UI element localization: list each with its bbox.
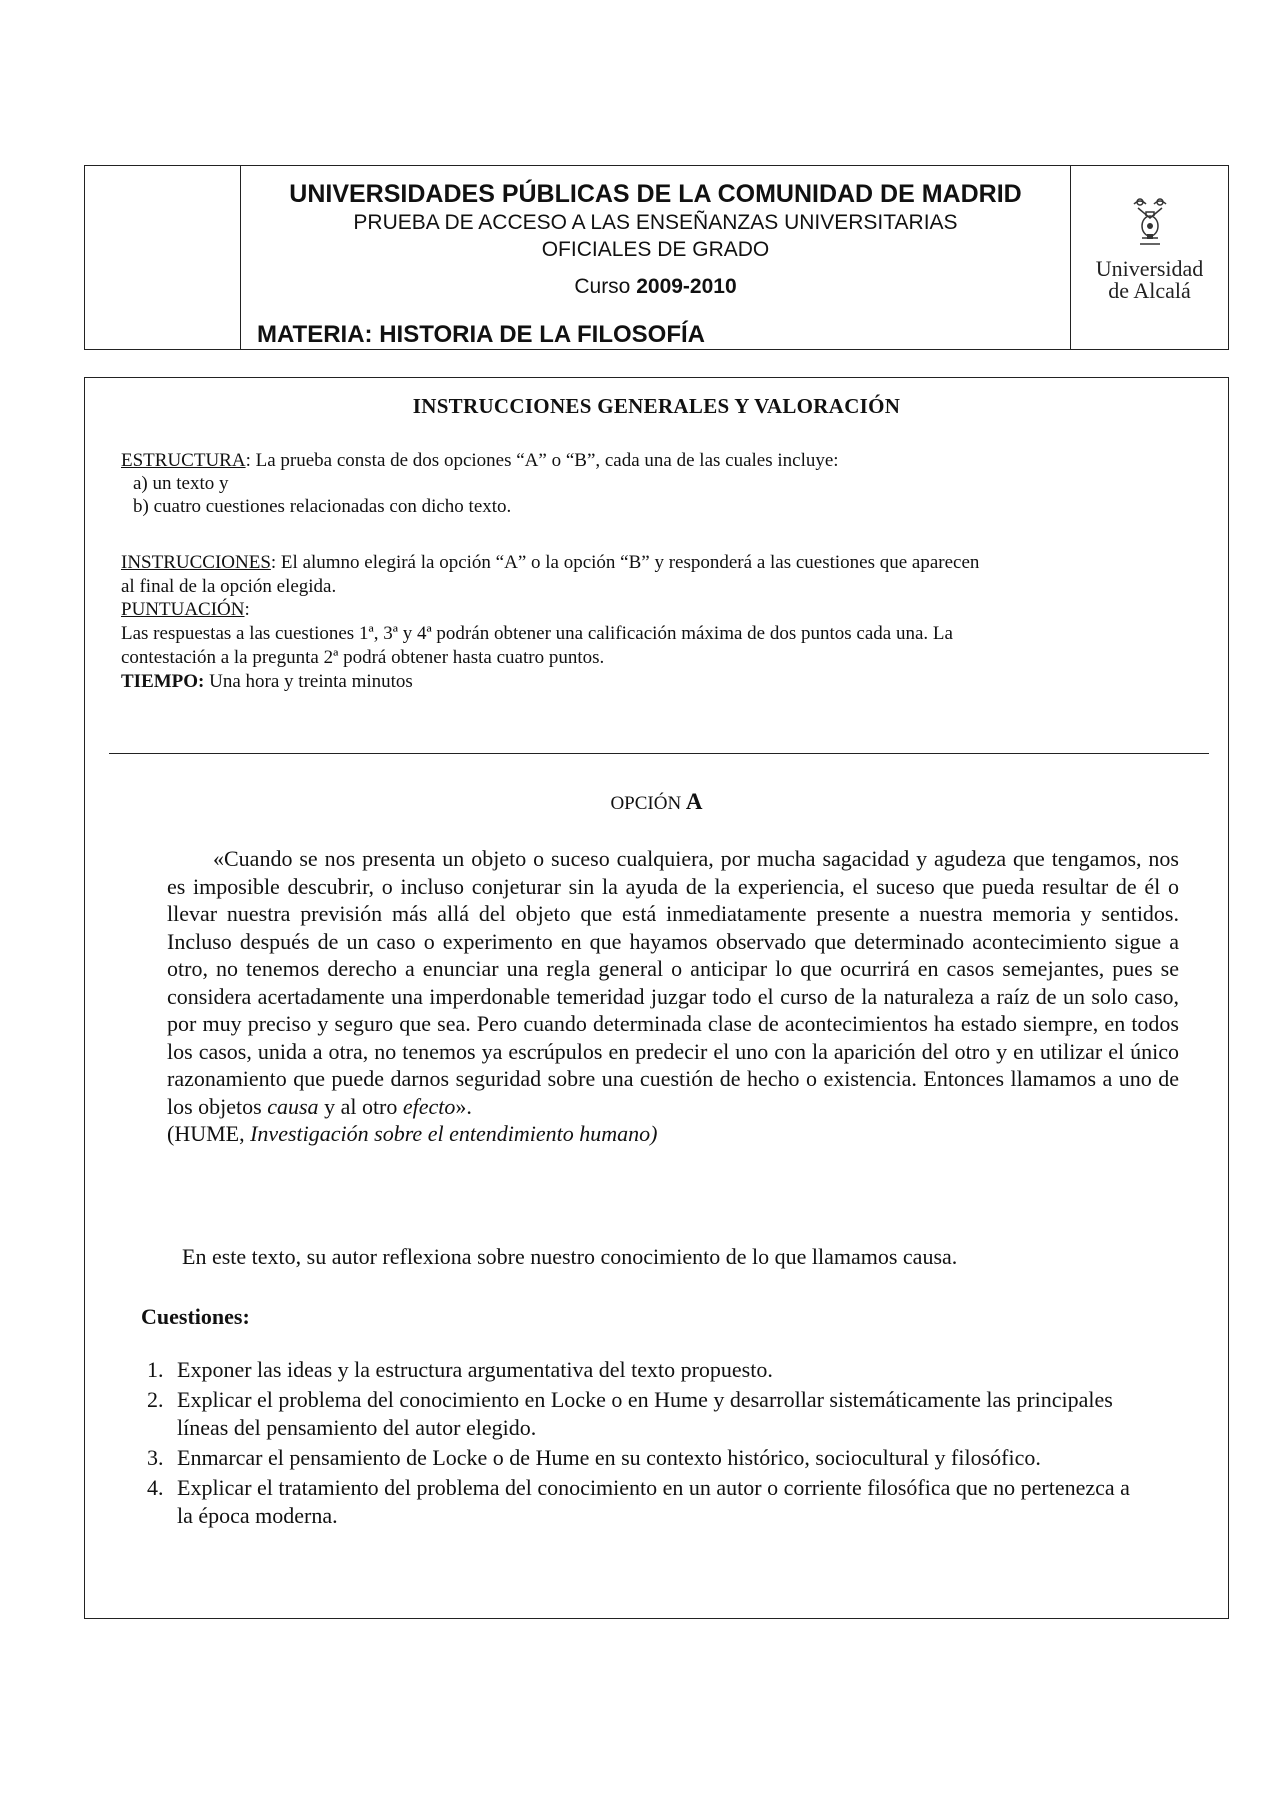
question-text: Explicar el tratamiento del problema del conocimiento en un autor o corriente filosófica que no pertenezca a la época moderna. — [177, 1475, 1130, 1528]
reference-author: HUME — [174, 1121, 240, 1146]
question-text: Exponer las ideas y la estructura argumentativa del texto propuesto. — [177, 1357, 773, 1382]
course-label: Curso — [574, 275, 631, 298]
quote-causa: causa — [267, 1093, 319, 1119]
structure-item-b: b) cuatro cuestiones relacionadas con dicho texto. — [133, 496, 512, 517]
quote-end: ». — [455, 1093, 472, 1119]
structure-line — [121, 449, 1211, 472]
quote-mid: y al otro — [318, 1093, 403, 1119]
exam-body — [84, 377, 1229, 1619]
section-divider — [109, 753, 1209, 754]
structure-item-a: a) un texto y — [133, 473, 229, 494]
option-letter: A — [685, 789, 703, 814]
reference-work: Investigación sobre el entendimiento humano) — [250, 1121, 658, 1146]
university-crest-icon — [1120, 194, 1180, 254]
text-intro: En este texto, su autor reflexiona sobre nuestro conocimiento de lo que llamamos causa. — [182, 1244, 958, 1269]
structure-text: : La prueba consta de dos opciones “A” o “B”, cada una de las cuales incluye: — [245, 450, 839, 471]
questions-list — [147, 1356, 1147, 1532]
instructions-line — [121, 551, 1211, 574]
time-line — [121, 670, 1211, 693]
question-text: Explicar el problema del conocimiento en Locke o en Hume y desarrollar sistemáticamente las principales líneas del pensamiento del autor elegido. — [177, 1387, 1113, 1440]
scoring-colon: : — [244, 599, 250, 620]
question-item — [147, 1386, 1147, 1442]
subject-title: MATERIA: HISTORIA DE LA FILOSOFÍA — [257, 321, 705, 348]
course-value: 2009-2010 — [636, 275, 737, 298]
header-subtitle-1: PRUEBA DE ACCESO A LAS ENSEÑANZAS UNIVERSITARIAS — [353, 211, 958, 234]
university-name-1: Universidad — [1095, 256, 1204, 281]
question-item — [147, 1474, 1147, 1530]
instructions-title: INSTRUCCIONES GENERALES Y VALORACIÓN — [412, 394, 901, 418]
reference-open: ( — [167, 1121, 175, 1146]
scoring-label: PUNTUACIÓN — [121, 599, 245, 620]
exam-header — [84, 165, 1229, 350]
instructions-line-2: al final de la opción elegida. — [121, 576, 337, 597]
scoring-heading — [121, 598, 1211, 621]
scoring-text-2: contestación a la pregunta 2ª podrá obtener hasta cuatro puntos. — [121, 647, 605, 668]
option-label: OPCIÓN — [610, 793, 682, 814]
question-text: Enmarcar el pensamiento de Locke o de Hume en su contexto histórico, sociocultural y filosófico. — [177, 1445, 1041, 1470]
scoring-text-1: Las respuestas a las cuestiones 1ª, 3ª y 4ª podrán obtener una calificación máxima de dos puntos cada una. La — [121, 623, 953, 644]
questions-title: Cuestiones: — [141, 1304, 250, 1329]
university-name-2: de Alcalá — [1108, 278, 1191, 303]
university-logo-cell — [1071, 166, 1228, 349]
philosophy-quote — [167, 845, 1179, 1148]
question-item — [147, 1444, 1147, 1472]
question-number: 4. — [147, 1475, 164, 1500]
header-subtitle-2: OFICIALES DE GRADO — [541, 238, 770, 261]
question-number: 2. — [147, 1387, 164, 1412]
header-title-cell — [241, 166, 1071, 349]
time-text: Una hora y treinta minutos — [204, 671, 413, 692]
instructions-text: : El alumno elegirá la opción “A” o la opción “B” y responderá a las cuestiones que aparecen — [270, 552, 980, 573]
reference-comma: , — [239, 1121, 251, 1146]
instructions-label: INSTRUCCIONES — [121, 552, 271, 573]
structure-label: ESTRUCTURA — [121, 450, 246, 471]
option-heading — [85, 789, 1228, 815]
quote-body: «Cuando se nos presenta un objeto o suceso cualquiera, por mucha sagacidad y agudeza que tengamos, nos es imposible descubrir, o incluso conjeturar sin la ayuda de la experiencia, el suceso que pueda resultar de él o llevar nuestra previsión más allá del objeto que está inmediatamente presente a nuestra memoria y sentidos. Incluso después de un caso o experimento en que hayamos observado que determinado acontecimiento sigue a otro, no tenemos derecho a enunciar una regla general o anticipar lo que ocurrirá en casos semejantes, pues se considera acertadamente una imperdonable temeridad juzgar todo el curso de la naturaleza a raíz de un solo caso, por muy preciso y seguro que sea. Pero cuando determinada clase de acontecimientos ha estado siempre, en todos los casos, unida a otra, no tenemos ya escrúpulos en predecir el uno con la aparición del otro y en utilizar el único razonamiento que puede darnos seguridad sobre una cuestión de hecho o existencia. Entonces llamamos a uno de los objetos — [167, 846, 1179, 1119]
header-title: UNIVERSIDADES PÚBLICAS DE LA COMUNIDAD DE MADRID — [289, 180, 1022, 208]
quote-efecto: efecto — [402, 1093, 456, 1119]
course-year — [241, 275, 1070, 299]
time-label: TIEMPO: — [121, 671, 205, 692]
question-number: 3. — [147, 1445, 164, 1470]
question-item — [147, 1356, 1147, 1384]
quote-reference — [167, 1120, 1179, 1148]
header-blank-cell — [85, 166, 241, 349]
question-number: 1. — [147, 1357, 164, 1382]
